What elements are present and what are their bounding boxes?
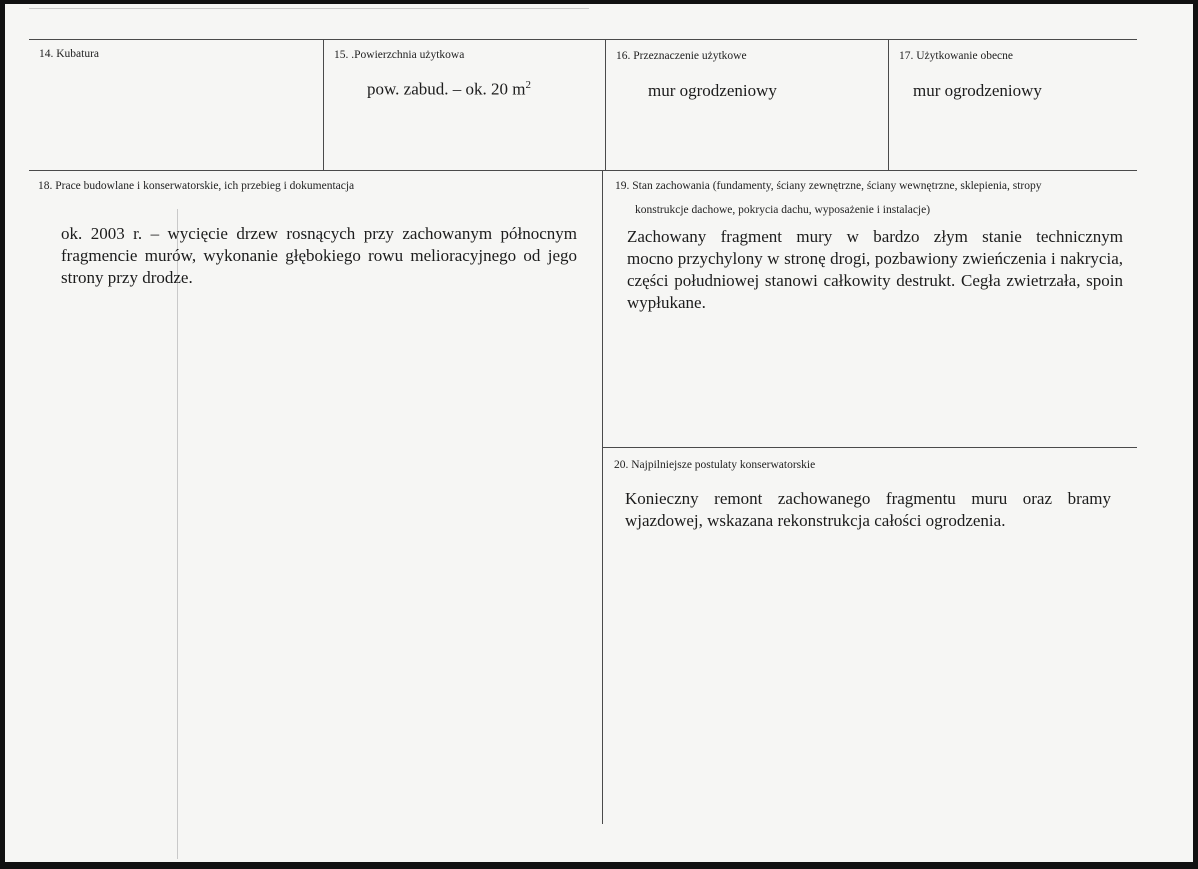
form-sheet <box>5 4 1193 862</box>
col-divider-18-19 <box>602 170 603 824</box>
field-20-line: wjazdowej, wskazana rekonstrukcja całości ogrodzenia. <box>625 511 1006 530</box>
col-divider-15-16 <box>605 39 606 170</box>
field-14-label: 14. Kubatura <box>39 48 100 60</box>
field-19-line: Zachowany fragment mury w bardzo złym stanie technicznym <box>627 227 1123 246</box>
scan-mark <box>29 8 589 9</box>
field-19-line: mocno przychylony w stronę drogi, pozbawiony zwieńczenia i nakrycia, <box>627 249 1123 268</box>
field-16-value: mur ogrodzeniowy <box>648 81 777 100</box>
field-17-value: mur ogrodzeniowy <box>913 81 1042 100</box>
field-15-label: 15. .Powierzchnia użytkowa <box>334 49 465 61</box>
field-19-text <box>627 226 1123 314</box>
col-divider-16-17 <box>888 39 889 170</box>
row-divider <box>29 170 1137 171</box>
field-15-value <box>367 79 531 100</box>
field-18-label: 18. Prace budowlane i konserwatorskie, ich przebieg i dokumentacja <box>38 180 355 192</box>
field-19-line: części południowej stanowi całkowity destrukt. Cegła zwietrzała, spoin <box>627 271 1123 290</box>
field-18-line: strony przy drodze. <box>61 268 193 287</box>
col-divider-14-15 <box>323 39 324 170</box>
field-16-label: 16. Przeznaczenie użytkowe <box>616 50 747 62</box>
field-19-line: wypłukane. <box>627 293 706 312</box>
field-18-text <box>61 223 577 289</box>
scan-mark <box>177 209 178 859</box>
field-15-superscript: 2 <box>525 79 531 91</box>
section-19-20-divider <box>603 447 1137 448</box>
field-19-label: 19. Stan zachowania (fundamenty, ściany zewnętrzne, ściany wewnętrzne, sklepienia, stropy <box>615 180 1042 192</box>
field-20-line: Konieczny remont zachowanego fragmentu muru oraz bramy <box>625 489 1111 508</box>
field-17-label: 17. Użytkowanie obecne <box>899 50 1014 62</box>
field-19-label-cont: konstrukcje dachowe, pokrycia dachu, wyposażenie i instalacje) <box>635 204 931 216</box>
field-15-text: pow. zabud. – ok. 20 m <box>367 79 526 99</box>
table-top-rule <box>29 39 1137 40</box>
field-20-text <box>625 488 1111 532</box>
field-18-line: fragmencie murów, wykonanie głębokiego rowu melioracyjnego od jego <box>61 246 577 265</box>
field-18-line: ok. 2003 r. – wycięcie drzew rosnących przy zachowanym północnym <box>61 224 577 243</box>
field-20-label: 20. Najpilniejsze postulaty konserwatorskie <box>614 459 816 471</box>
